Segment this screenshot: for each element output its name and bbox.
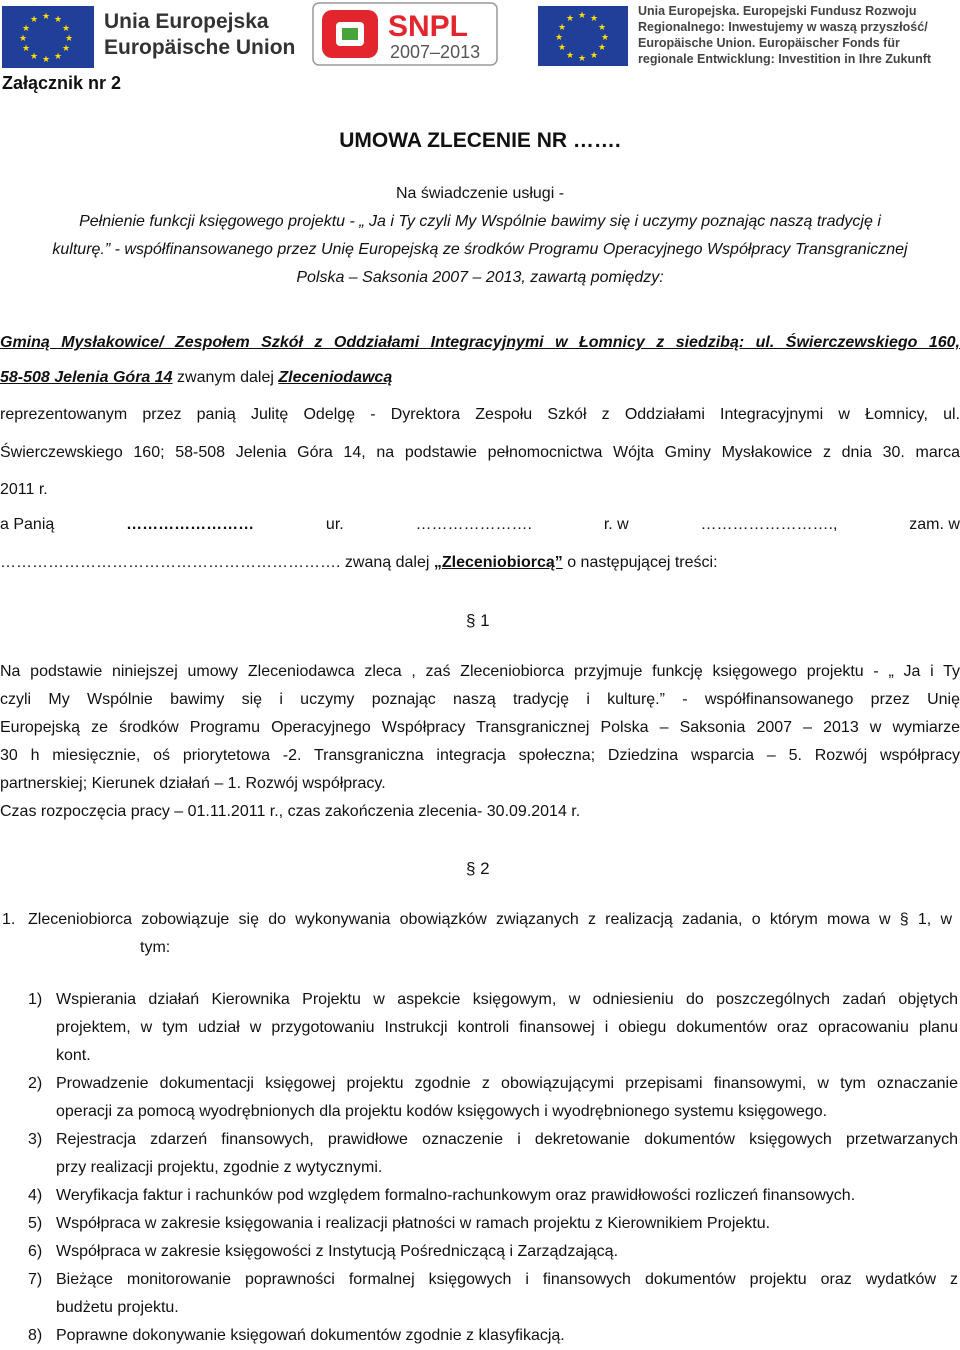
eu-left-line1: Unia Europejska	[104, 10, 269, 33]
section-1-heading: § 1	[466, 611, 490, 630]
eu-left-line2: Europäische Union	[104, 36, 296, 59]
eu-right-line2: Regionalnego: Inwestujemy w waszą przyszłość/	[638, 20, 928, 34]
party1-role: Zleceniodawcą	[278, 369, 393, 386]
list-item-text: przy realizacji projektu, zgodnie z wytycznymi.	[56, 1159, 383, 1176]
eu-flag-icon: ★ ★ ★ ★ ★ ★ ★ ★ ★ ★ ★ ★	[2, 6, 94, 68]
page-title: UMOWA ZLECENIE NR …….	[339, 129, 621, 152]
pania-place-blank: …………………….,	[700, 516, 838, 533]
list-item-text: Bieżące monitorowanie poprawności formalnej księgowych i finansowych dokumentów projektu oraz wydatków z	[56, 1271, 958, 1288]
pania-ur-label: ur.	[325, 516, 344, 533]
p2-number: 1.	[2, 911, 16, 928]
list-item-text: Współpraca w zakresie księgowości z Instytucją Pośredniczącą i Zarządzającą.	[56, 1243, 619, 1260]
attachment-label: Załącznik nr 2	[2, 73, 122, 93]
pania-r-label: r. w	[603, 516, 629, 533]
pania-name-blank: ……………………	[126, 516, 255, 533]
intro-line-1: Pełnienie funkcji księgowego projektu - „ Ja i Ty czyli My Wspólnie bawimy się i uczymy poznając naszą tradycję i	[79, 213, 881, 230]
intro-line-3: Polska – Saksonia 2007 – 2013, zawartą pomiędzy:	[296, 269, 664, 286]
list-item-number: 5)	[28, 1215, 43, 1232]
rep-line-1: reprezentowanym przez panią Julitę Odelgę - Dyrektora Zespołu Szkół z Oddziałami Integracyjnymi w Łomnicy, ul.	[0, 406, 960, 423]
list-item-text: Prowadzenie dokumentacji księgowej projektu zgodnie z obowiązującymi przepisami finansowymi, w tym oznaczanie	[56, 1075, 958, 1092]
eu-flag-right-icon: ★ ★ ★ ★ ★ ★ ★ ★ ★ ★ ★ ★	[538, 6, 628, 66]
section-2-heading: § 2	[466, 859, 490, 878]
snpl-text: SNPL	[388, 10, 469, 43]
list-item-text: Wspierania działań Kierownika Projektu w aspekcie księgowym, w odniesieniu do poszczególnych zadań objętych	[56, 991, 958, 1008]
list-item-text: projektem, w tym udział w przygotowaniu Instrukcji kontroli finansowej i obiegu dokumentów oraz opracowaniu planu	[56, 1019, 958, 1036]
zwana-tail: o następującej treści:	[562, 554, 718, 571]
p2-line-1: Zleceniobiorca zobowiązuje się do wykonywania obowiązków związanych z realizacją zadania, o którym mowa w § 1, w	[28, 911, 952, 928]
rep-line-2: Świerczewskiego 160; 58-508 Jelenia Góra 14, na podstawie pełnomocnictwa Wójta Gminy Mysłakowice z dnia 30. marca	[0, 444, 960, 461]
zwana-line	[0, 553, 960, 573]
list-item-number: 2)	[28, 1075, 43, 1092]
subtitle: Na świadczenie usługi -	[395, 185, 565, 202]
p1-line-6: Czas rozpoczęcia pracy – 01.11.2011 r., czas zakończenia zlecenia- 30.09.2014 r.	[0, 803, 581, 820]
snpl-logo	[312, 2, 498, 66]
party1-line-2	[0, 368, 960, 388]
list-item-text: budżetu projektu.	[56, 1299, 179, 1316]
list-item-number: 7)	[28, 1271, 43, 1288]
list-item-number: 4)	[28, 1187, 43, 1204]
p1-line-5: partnerskiej; Kierunek działań – 1. Rozwój współpracy.	[0, 775, 386, 792]
list-item-text: Weryfikacja faktur i rachunków pod względem formalno-rachunkowym oraz prawidłowości rozliczeń finansowych.	[56, 1187, 856, 1204]
p1-line-4: 30 h miesięcznie, oś priorytetowa -2. Transgraniczna integracja społeczna; Dziedzina wsparcia – 5. Rozwój współpracy	[0, 747, 960, 764]
eu-right-line3: Europäische Union. Europäischer Fonds für	[638, 36, 900, 50]
list-item-number: 8)	[28, 1327, 43, 1344]
list-item-text: operacji za pomocą wyodrębnionych dla projektu kodów księgowych i wyodrębnionego systemu księgowego.	[56, 1103, 828, 1120]
pania-dob-blank: ………………….	[415, 516, 532, 533]
rep-line-3: 2011 r.	[0, 481, 48, 498]
intro-line-2: kulturę.” - współfinansowanego przez Unię Europejską ze środków Programu Operacyjnego Współpracy Transgranicznej	[52, 241, 908, 258]
snpl-emblem-icon	[312, 2, 498, 66]
party1-line-1: Gminą Mysłakowice/ Zespołem Szkół z Oddziałami Integracyjnymi w Łomnicy z siedzibą: ul. Świerczewskiego 160,	[0, 334, 960, 351]
list-item-text: Rejestracja zdarzeń finansowych, prawidłowe oznaczenie i dekretowanie dokumentów księgowych przetwarzanych	[56, 1131, 958, 1148]
party1-zwanym: zwanym dalej	[172, 369, 279, 386]
p1-line-1: Na podstawie niniejszej umowy Zleceniodawca zleca , zaś Zleceniobiorca przyjmuje funkcję księgowego projektu - „ Ja i Ty	[0, 663, 960, 680]
p1-line-3: Europejską ze środków Programu Operacyjnego Współpracy Transgranicznej Polska – Saksonia 2007 – 2013 w wymiarze	[0, 719, 960, 736]
list-item-text: kont.	[56, 1047, 91, 1064]
list-item-number: 3)	[28, 1131, 43, 1148]
party1-address: 58-508 Jelenia Góra 14	[0, 369, 173, 386]
pania-zam-label: zam. w	[909, 516, 960, 533]
pania-line	[0, 515, 960, 535]
p2-line-2: tym:	[140, 939, 171, 956]
list-item-number: 1)	[28, 991, 43, 1008]
list-item-text: Współpraca w zakresie księgowania i realizacji płatności w ramach projektu z Kierownikiem Projektu.	[56, 1215, 771, 1232]
zwana-blank: ……………………………………………………….	[0, 554, 341, 571]
eu-right-line1: Unia Europejska. Europejski Fundusz Rozwoju	[638, 4, 917, 18]
pania-label: a Panią	[0, 516, 55, 533]
list-item-number: 6)	[28, 1243, 43, 1260]
p1-line-2: czyli My Wspólnie bawimy się i uczymy poznając naszą tradycję i kulturę.” - współfinansowanego przez Unię	[0, 691, 960, 708]
zwana-role: „Zleceniobiorcą”	[433, 554, 563, 571]
snpl-years: 2007–2013	[390, 42, 481, 62]
eu-right-line4: regionale Entwicklung: Investition in Ihre Zukunft	[638, 52, 932, 66]
list-item-text: Poprawne dokonywanie księgowań dokumentów zgodnie z klasyfikacją.	[56, 1327, 565, 1344]
zwana-label: zwaną dalej	[340, 554, 434, 571]
